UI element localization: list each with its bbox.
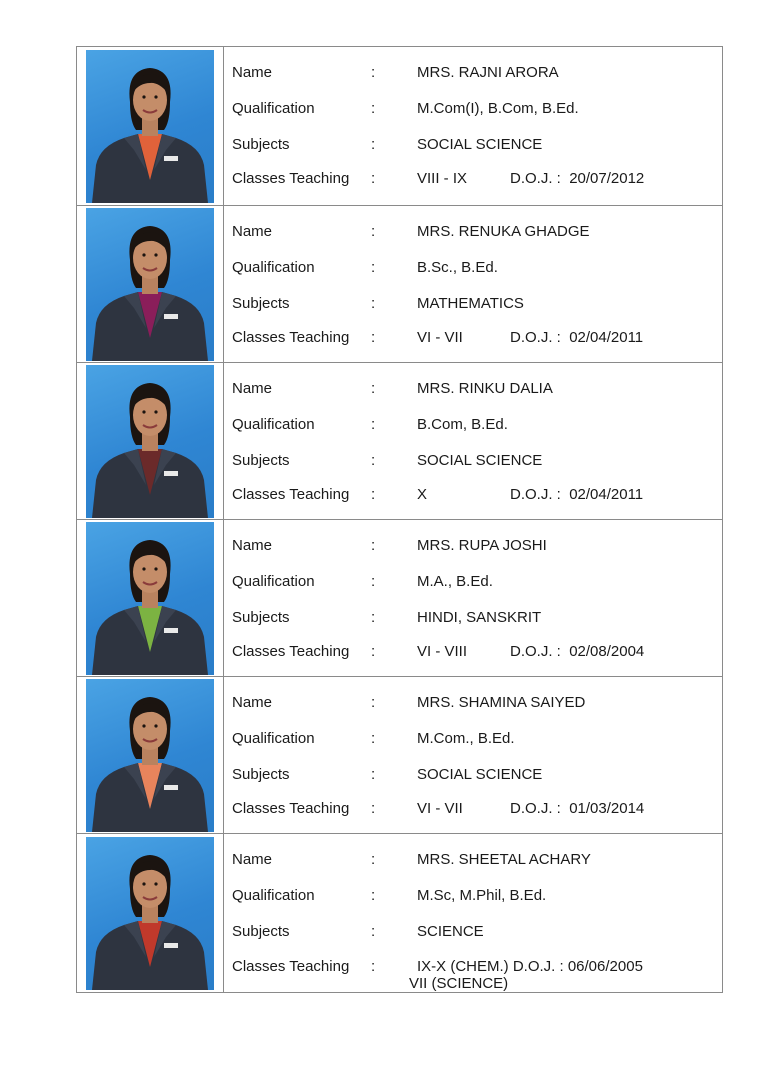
classes-line <box>232 643 718 661</box>
classes-line <box>232 800 718 818</box>
doj-field <box>510 643 644 660</box>
colon: : <box>371 573 376 590</box>
photo-cell <box>77 206 224 362</box>
qualification-line <box>232 100 718 118</box>
qualification-line <box>232 573 718 591</box>
portrait-illustration <box>86 522 214 675</box>
colon: : <box>371 958 376 975</box>
teacher-photo <box>86 522 214 675</box>
classes-line <box>232 329 718 347</box>
classes-line <box>232 486 718 504</box>
colon: : <box>371 486 376 503</box>
colon: : <box>371 609 376 626</box>
portrait-illustration <box>86 50 214 203</box>
photo-cell <box>77 677 224 833</box>
staff-row <box>77 205 722 362</box>
teacher-subjects: SOCIAL SCIENCE <box>417 136 543 153</box>
staff-row <box>77 833 722 992</box>
classes-label: Classes Teaching <box>232 486 350 503</box>
qualification-line <box>232 416 718 434</box>
doj-field <box>510 170 644 187</box>
qualification-label: Qualification <box>232 416 315 433</box>
name-line <box>232 64 718 82</box>
doj-field <box>510 486 643 503</box>
colon: : <box>371 923 376 940</box>
colon: : <box>371 416 376 433</box>
name-line <box>232 537 718 555</box>
colon: : <box>371 643 376 660</box>
qualification-label: Qualification <box>232 100 315 117</box>
qualification-line <box>232 259 718 277</box>
qualification-line <box>232 730 718 748</box>
info-cell <box>224 520 722 676</box>
teacher-name: MRS. RENUKA GHADGE <box>417 223 590 240</box>
classes-line <box>232 958 718 976</box>
name-label: Name <box>232 380 273 397</box>
colon: : <box>371 64 376 81</box>
teacher-photo <box>86 837 214 990</box>
subjects-line <box>232 609 718 627</box>
info-cell <box>224 677 722 833</box>
teacher-classes: IX-X (CHEM.) D.O.J. : 06/06/2005 <box>417 958 643 975</box>
teacher-subjects: SCIENCE <box>417 923 484 940</box>
teacher-qualification: M.Com(I), B.Com, B.Ed. <box>417 100 579 117</box>
colon: : <box>371 223 376 240</box>
subjects-label: Subjects <box>232 295 290 312</box>
teacher-name: MRS. RAJNI ARORA <box>417 64 559 81</box>
doj-field <box>510 800 644 817</box>
qualification-label: Qualification <box>232 573 315 590</box>
doj-value: 20/07/2012 <box>569 170 645 187</box>
teacher-classes: X <box>417 486 428 503</box>
colon: : <box>371 800 376 817</box>
subjects-label: Subjects <box>232 766 290 783</box>
subjects-line <box>232 766 718 784</box>
teacher-qualification: B.Com, B.Ed. <box>417 416 508 433</box>
teacher-name: MRS. RUPA JOSHI <box>417 537 547 554</box>
teacher-subjects: SOCIAL SCIENCE <box>417 452 543 469</box>
info-cell <box>224 206 722 362</box>
qualification-label: Qualification <box>232 887 315 904</box>
teacher-qualification: M.Sc, M.Phil, B.Ed. <box>417 887 547 904</box>
name-label: Name <box>232 851 273 868</box>
staff-table <box>76 46 723 993</box>
teacher-name: MRS. SHAMINA SAIYED <box>417 694 586 711</box>
classes-label: Classes Teaching <box>232 958 350 975</box>
teacher-qualification: M.A., B.Ed. <box>417 573 493 590</box>
colon: : <box>371 766 376 783</box>
doj-value: 01/03/2014 <box>569 800 645 817</box>
doj-label: D.O.J. : <box>510 800 561 817</box>
photo-cell <box>77 834 224 992</box>
teacher-name: MRS. SHEETAL ACHARY <box>417 851 591 868</box>
colon: : <box>371 694 376 711</box>
colon: : <box>371 452 376 469</box>
teacher-photo <box>86 208 214 361</box>
info-cell <box>224 47 722 205</box>
name-label: Name <box>232 694 273 711</box>
classes-label: Classes Teaching <box>232 800 350 817</box>
classes-label: Classes Teaching <box>232 170 350 187</box>
subjects-label: Subjects <box>232 452 290 469</box>
teacher-subjects: MATHEMATICS <box>417 295 524 312</box>
doj-label: D.O.J. : <box>510 486 561 503</box>
portrait-illustration <box>86 679 214 832</box>
name-line <box>232 223 718 241</box>
staff-row <box>77 362 722 519</box>
info-cell <box>224 834 722 992</box>
teacher-photo <box>86 679 214 832</box>
doj-value: 02/08/2004 <box>569 643 645 660</box>
doj-field <box>510 329 643 346</box>
colon: : <box>371 100 376 117</box>
name-line <box>232 851 718 869</box>
teacher-qualification: M.Com., B.Ed. <box>417 730 515 747</box>
photo-cell <box>77 520 224 676</box>
teacher-subjects: HINDI, SANSKRIT <box>417 609 542 626</box>
name-label: Name <box>232 64 273 81</box>
teacher-photo <box>86 50 214 203</box>
name-line <box>232 694 718 712</box>
subjects-label: Subjects <box>232 136 290 153</box>
info-cell <box>224 363 722 519</box>
colon: : <box>371 295 376 312</box>
photo-cell <box>77 363 224 519</box>
doj-label: D.O.J. : <box>510 329 561 346</box>
teacher-subjects: SOCIAL SCIENCE <box>417 766 543 783</box>
colon: : <box>371 259 376 276</box>
colon: : <box>371 136 376 153</box>
colon: : <box>371 851 376 868</box>
subjects-line <box>232 452 718 470</box>
teacher-qualification: B.Sc., B.Ed. <box>417 259 498 276</box>
colon: : <box>371 380 376 397</box>
doj-value: 02/04/2011 <box>569 329 644 346</box>
subjects-line <box>232 295 718 313</box>
subjects-label: Subjects <box>232 923 290 940</box>
classes-line <box>232 170 718 188</box>
teacher-classes: VIII - IX <box>417 170 468 187</box>
doj-label: D.O.J. : <box>510 643 561 660</box>
teacher-classes: VI - VIII <box>417 643 468 660</box>
colon: : <box>371 329 376 346</box>
doj-label: D.O.J. : <box>510 170 561 187</box>
subjects-line <box>232 136 718 154</box>
teacher-classes: VI - VII <box>417 329 463 346</box>
staff-row <box>77 519 722 676</box>
colon: : <box>371 537 376 554</box>
portrait-illustration <box>86 365 214 518</box>
colon: : <box>371 170 376 187</box>
classes-label: Classes Teaching <box>232 643 350 660</box>
portrait-illustration <box>86 837 214 990</box>
subjects-line <box>232 923 718 941</box>
name-line <box>232 380 718 398</box>
qualification-label: Qualification <box>232 730 315 747</box>
teacher-classes: VI - VII <box>417 800 463 817</box>
teacher-name: MRS. RINKU DALIA <box>417 380 553 397</box>
name-label: Name <box>232 223 273 240</box>
colon: : <box>371 730 376 747</box>
teacher-photo <box>86 365 214 518</box>
teacher-classes-extra: VII (SCIENCE) <box>409 975 509 992</box>
staff-row <box>77 676 722 833</box>
classes-label: Classes Teaching <box>232 329 350 346</box>
qualification-line <box>232 887 718 905</box>
name-label: Name <box>232 537 273 554</box>
portrait-illustration <box>86 208 214 361</box>
subjects-label: Subjects <box>232 609 290 626</box>
doj-value: 02/04/2011 <box>569 486 644 503</box>
colon: : <box>371 887 376 904</box>
staff-row <box>77 47 722 205</box>
photo-cell <box>77 47 224 205</box>
qualification-label: Qualification <box>232 259 315 276</box>
